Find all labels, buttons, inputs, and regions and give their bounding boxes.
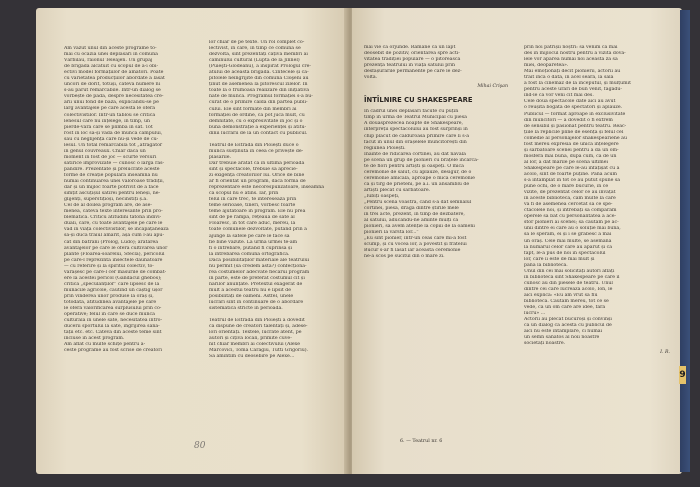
text-line: critica „speculanților” care lipsesc de la <box>64 281 160 287</box>
text-line: ar fi orientat un program, dacă forma de <box>209 179 306 185</box>
text-line: dezvoltă, sînt prezentați câțiva membri ai <box>209 52 308 58</box>
text-line: timp în urmă de Teatrul Municipal cu piesa <box>364 115 467 121</box>
text-line: Cele două spectacole date aici au avut <box>524 99 616 105</box>
text-line: că scopul nu e atins. Iar, prin <box>209 191 279 197</box>
text-line: Înainte de ridicarea cortinei, au dat năvală <box>364 151 466 157</box>
text-line: moment în fost de joc — scurte versuri <box>64 154 157 160</box>
text-line: A douăsprezecea noapte de Shakespeare, <box>364 121 464 127</box>
text-line: de brigadă alcătuit cu scopul de a-i obi- <box>64 64 159 70</box>
text-line: ceremonie de salut, cu aplauze, desigur, de o <box>364 169 472 175</box>
text-line: vizite, de prezentat celor ce au învățat <box>524 190 616 196</box>
right-page <box>352 8 682 474</box>
text-line: totodată, atitudinea avantajele pe care <box>64 299 157 305</box>
text-line: s-a întâmplat în tot ce au putut spune să <box>524 178 621 184</box>
text-line: nu permit (să credem asta?) confecționa- <box>209 263 307 269</box>
text-line: lor chiar de pe texte. Un rol complet co- <box>209 40 305 45</box>
text-line: nit chiar membri ai colectivului (Alexe <box>209 342 301 348</box>
text-line: duali, care, cu toate avantajele pe care le <box>64 221 163 227</box>
text-line: un semn sănătos al noii noastre <box>524 335 600 341</box>
text-line: bună demonstrație a experienței și atitu- <box>209 124 307 130</box>
text-line: toate la o frumoasă realizare din inițiativa <box>209 88 310 94</box>
text-line: unii dintre ei care au o soluție mai bună, <box>524 226 621 232</box>
text-line: biblioteca. Căutam mereu, tot ce se <box>524 298 609 304</box>
section-tab: 9 <box>679 366 686 384</box>
text-line: lele vor apărea numai noi această ză să <box>524 57 618 63</box>
text-line: al satului, aducându-ne aminte mulți ca <box>364 218 459 224</box>
text-line: vede, ca un om care are idee, fără <box>524 305 606 311</box>
text-line: pionieri, să avem atenție la copiii de la oameni <box>364 224 475 230</box>
text-line: ținut de asemenea la pitorescul zilelor. În <box>209 82 308 88</box>
text-line: voltă. <box>364 75 378 81</box>
text-line: zi exigența creatorilor lui. Orice de bine <box>209 173 305 179</box>
left-page-column-2 <box>209 40 343 360</box>
text-line: în aceste biblioteca, cam multe la care <box>524 196 616 202</box>
text-line: simțit ascuțișul satirei pentru leneși, ne- <box>64 191 161 197</box>
text-line: Dar trebuie arătat că în ultima perioadă <box>209 160 305 166</box>
text-line: narilor anunțate. Pretextul exagerat de <box>209 281 303 287</box>
text-line: pierde-vară care se plimbă în sat. Tot <box>64 124 153 130</box>
text-line: deosebit de pozitiv, orientarea spre acti- <box>364 51 460 57</box>
text-line: făcut în unul din orășelele muncitorești din <box>364 139 467 145</box>
text-line: fost mereu expresia de unică înțelegere <box>524 141 619 147</box>
text-line: acolo, sînt de foarte puține. Până acum <box>524 171 617 177</box>
text-line: și sărbătoare scenei pentru a da un om- <box>524 147 619 153</box>
text-line: să le sperăm, ei și i se grăbesc a mai <box>524 232 612 238</box>
text-line: s-au părut remarcabile. Într-un dialog se <box>64 88 161 94</box>
text-line: Shakespeare pe care le-au înfățișat cu a <box>524 165 620 171</box>
text-line: avantajelor pe care le oferă cultivarea unor <box>64 245 168 251</box>
text-line: aici nu este întâmplare, ci numai <box>524 329 603 335</box>
text-line: atului de aceasta brigadă. Cîntecele și ca- <box>209 70 309 76</box>
text-line: munacile agricole, căutînd un câștig ușor <box>64 287 163 293</box>
text-line: operative; felul în care se duce munca <box>64 312 155 318</box>
text-line: lenesul care nu înțelege, în timp, un <box>64 118 150 124</box>
article-body-column-1 <box>364 109 508 260</box>
text-line: te de flori pentru artiști și oaspeți. O mică <box>364 163 464 169</box>
text-line: pionieri la vârsta lor...” <box>364 230 419 236</box>
text-line: la numărul celor care au apărut și că <box>524 244 613 250</box>
text-line: trăit încă o dată, în acel seară, la sala <box>524 75 614 81</box>
text-line: fie bine văzute. La urma urmei te-am <box>209 239 298 245</box>
text-line: vitatea tradiției populare — o pitorească <box>364 57 461 63</box>
text-line: prezență teatrului în viața satului prin <box>364 63 456 69</box>
text-line: țiile la replicile pline de esență și felul cel <box>524 129 624 135</box>
text-line: „Iubiți oaspeți, <box>364 193 400 199</box>
text-line: ării unui fond de bază, explicându-se pe <box>64 100 159 106</box>
text-line: ducerii sportului la sate, îngrijirea sănă- <box>64 324 160 330</box>
text-line: mosfera mai bună, după cum, ca de un <box>524 153 617 159</box>
text-line: le oferă valorificarea surplusului prin co- <box>64 306 162 312</box>
text-line: vorbește de pădă, despre necesitatea cre- <box>64 94 164 100</box>
text-line: sistematică stricte în perioada. <box>209 306 283 312</box>
text-line: regiunea Ploiești. <box>364 145 406 151</box>
text-line: sau cu neglijență care nu-și vede de cu- <box>64 136 159 142</box>
text-line: colectivistilor. Într-un tablou se critică <box>64 112 156 118</box>
text-line: un oraș. Cele mai multe, se asemănă <box>524 238 612 244</box>
text-line: Actorii au plecat bucuroși și convinși <box>524 317 612 323</box>
text-line: teme ajutătoare în program. Ele nu prea <box>209 209 306 215</box>
text-line: Floaresc, în tot care aduc, mereu, la <box>209 221 296 227</box>
text-line: Marcovici, Toma Caragiu, Tutti Grigoriu). <box>209 348 309 354</box>
text-line: desfășurările permanente pe care le dez- <box>364 69 462 75</box>
previous-article-ending <box>364 45 508 81</box>
text-line: felul în care trec, te interesează prin <box>209 197 297 203</box>
text-line: lucru» ... <box>524 311 546 317</box>
text-line: incluse în acest program. <box>64 336 125 342</box>
author-signature-2: I. R. <box>660 350 670 356</box>
right-page-column-1 <box>364 45 508 261</box>
text-line: dinii lucrării de la un contact cu publicul. <box>209 130 308 136</box>
text-line: în genul couvreaux. Chiar dacă un <box>64 148 146 154</box>
text-line: în trei acte, prezent, în timp de dezbatere, <box>364 212 465 218</box>
text-line: pândire. Prezentate și prelucrate aceste <box>64 166 160 172</box>
text-line: larg avantajele pe care acesta le oferă <box>64 106 156 112</box>
text-line: de sensibil și pasionat pentru teatru. Reac- <box>524 123 627 129</box>
text-line: toate comunele dezvoltate, putând prin a <box>209 227 307 233</box>
text-line: Teatrul de Estradă din Ploiești duce o <box>209 142 299 148</box>
page-footer: 6. — Teatrul nr. 6 <box>400 439 443 444</box>
text-line: posibilități de oameni. Astfel, unele <box>209 293 294 299</box>
text-line: Mai emoționați decît pionierii, actorii au <box>524 69 621 75</box>
text-line: lucrări sînt în continuare de o abordare <box>209 300 304 306</box>
text-line: în biblioteca sînt Shakespeare pe care îl <box>524 274 620 280</box>
text-line: cu varietatea producțiilor abordate a lăsat <box>64 76 165 82</box>
text-line: forme de creație populară înseamnă nu <box>64 172 158 178</box>
text-line: vărășesc pe care-l cer măsurile de combat- <box>64 269 167 275</box>
text-line: demnitate, cu o expresivitate în joc și o <box>209 118 303 124</box>
text-line: în parte, este de preferat costumul cît și <box>209 275 305 281</box>
text-line: miei, deoparetea». <box>524 63 569 69</box>
text-line: societăți noastre. <box>524 341 566 347</box>
text-line: va fi de asemenea cercetat să ce spe- <box>524 202 613 208</box>
text-line: a fost la cinemaz de la începutul, și mulțumit <box>524 81 631 87</box>
text-line: Publicul — format aproape în exclusivitate <box>524 111 626 117</box>
text-line: Cel de al doilea program are, de ase- <box>64 203 152 209</box>
text-line: des în mijlocul nostru pentru a vizita dova- <box>524 51 626 57</box>
text-line: din muncitori — a dovedit o fi extrem <box>524 117 613 123</box>
text-line: lor, care îi este de mai mult și <box>524 256 595 262</box>
text-line: ceremonie amicală, aproape o mică ceremonie <box>364 175 475 181</box>
text-line: nate de muncă. Programul formației s-a bu- <box>209 94 313 100</box>
text-line: pitolele neîngrijite din comuna Cloşeni au <box>209 76 309 82</box>
text-line: dar și un mijloc foarte potrivit de a face <box>64 185 159 191</box>
text-line: cului. Ele sînt formate din membri ai <box>209 106 297 112</box>
text-line: reprezentare este necorespunzătoare, înseamnă <box>209 185 325 191</box>
text-line: formației de ordine, că pot juca mult, cu <box>209 112 305 118</box>
text-line: lori orientați. Textele, lucrate atent, pe <box>209 330 302 336</box>
text-line: pe care-l reprezintă insectele dăunătoare <box>64 257 163 263</box>
text-line: cunosc au din piesele de teatru. Unul <box>524 280 613 286</box>
text-line: dintre cei care lucrează acolo, Ion, le <box>524 286 613 292</box>
text-line: văd în viața colectivistilor, se încăpățânează <box>64 227 169 233</box>
article-body-column-2 <box>524 45 670 347</box>
text-line: al lor, a dat marile pe scena ultimei <box>524 159 608 165</box>
binding-edge <box>680 10 690 472</box>
text-line: interpreții spectacolului au fost surprinși în <box>364 127 468 133</box>
text-line: ca și tîrg de prieteni, pe a.i. un ansamblu de <box>364 181 470 187</box>
left-page-column-1 <box>64 46 198 354</box>
text-line: sînt de pe rampă, rețeaua de sate al <box>209 215 295 221</box>
text-line: teme serioase, tineri, vorbesc foarte <box>209 203 296 209</box>
text-line: prin vinderea unor produse la oraș și, <box>64 293 154 299</box>
text-line: prin noi pătrișii noștri: să venim ca mai <box>524 45 618 50</box>
text-line: căminului cultural (Lupta de la Jinnel) <box>209 58 300 64</box>
right-page-column-2 <box>524 45 670 356</box>
text-line: sînt și spectacole, trebuie să aprecie- <box>209 166 298 172</box>
text-line: ceste programe au fost scrise de creatori <box>64 348 162 354</box>
text-line: stor pionieri ai scenei; să căutăm pe ac- <box>524 220 619 226</box>
text-line: blematică. Criticu atitudini tatonă indivi- <box>64 215 162 221</box>
text-line: fi o întrebare, putând fi cuprinsă și <box>209 245 292 251</box>
text-line: glijenți, superstițioși, necinstiți ș.a. <box>64 197 148 203</box>
text-line: Dacă posibilităților materiale ale teatrului <box>209 257 310 263</box>
text-line: Bucur s-ar fi lăsat iar această ceremonie <box>364 248 461 254</box>
text-line: la întrebarea comună ortografică. <box>209 251 290 257</box>
text-line: — cu referire și la spiritul colectiv, to- <box>64 263 154 269</box>
text-line: ectivi model formațiilor de amatori. Poate <box>64 70 164 76</box>
text-line: cat din bătrâni (Prolog, Ludo); arătarea <box>64 239 159 245</box>
text-line: satirice improvizate — cunosc o largă răs- <box>64 160 165 166</box>
text-line: ajunge la satele pe care le face să <box>209 233 290 239</box>
text-line: ere la acestei pericol (Gândacul ghebos); <box>64 275 162 281</box>
text-line: comedie al personajelor shakespeariene au <box>524 135 627 141</box>
text-line: tății etc. etc. Câteva din aceste teme sînt <box>64 330 162 336</box>
text-line: pentru aceste urări de bun venit, făgădu- <box>524 87 622 93</box>
text-line: ctacolele noi, și întrebați să comparăm <box>524 208 617 214</box>
text-line: ne-a scos pe sucitul din o mare zi. <box>364 254 445 260</box>
text-line: mai cu ocazia unei deplasări în comuna <box>64 52 158 58</box>
text-line: aici explica: «Eu am vrut să fiu <box>524 292 598 298</box>
text-line: culturală în unele sate, necesitatea intro- <box>64 318 163 324</box>
text-line: Unul din cei mai solicitați autori aflați <box>524 268 615 274</box>
text-line: pune ochi, de o mare bucurie, în ce <box>524 184 609 190</box>
text-line: că un dialog ca acesta cu publicul de <box>524 323 612 329</box>
text-line: numai continuarea unei valoroase tradiții, <box>64 179 165 185</box>
text-line: menea, câteva texte interesante prin pro- <box>64 209 163 215</box>
article-heading: ÎNTÎLNIRE CU SHAKESPEARE <box>364 96 473 105</box>
text-line: mult a acestui teatru nu e lipsit de <box>209 287 292 293</box>
text-line: operele să bat cu personalitatea a ace- <box>524 214 617 220</box>
author-signature-1: Mihai Crişan <box>477 84 508 90</box>
text-line: lesul. Un total remarcabilă tot „atrăgător <box>64 142 163 148</box>
text-line: Să amintim cu deosebire pe Alexe... <box>209 354 295 360</box>
text-line: scump, și cu vocea lor, a povestit și fratelui <box>364 242 467 248</box>
text-line: autori și cîțiva locali, primite cuve- <box>209 336 292 342</box>
text-line: pe scenă un grup de pionieri cu brațele încărca- <box>364 157 479 163</box>
text-line: să-și ducă traiul amărît, așa cum l-au apu- <box>64 233 165 239</box>
text-line: curat de o primire caldă din partea publi- <box>209 100 308 106</box>
text-line: Teatrul de Estradă din Ploiești a dovedit <box>209 318 305 324</box>
text-line: rea costumelor adecvate fiecărui program <box>209 269 310 275</box>
text-line: rost în loc să-și vadă de munca câmpului, <box>64 130 163 136</box>
text-line: o reușită bogată de spectatori și aplauze. <box>524 105 623 111</box>
text-line: plasările. <box>209 154 231 160</box>
text-line: Vărbilău, raionul Teleajen. Un grupaj <box>64 58 153 64</box>
text-line: Am văzut unul din aceste programe to- <box>64 46 157 51</box>
text-line: „Eu sînt pionier, într-un ceas care mi-a fost <box>364 236 467 242</box>
text-line: cortinei, piesa, dragă dintre știrile mele <box>364 206 459 212</box>
text-line: muncă susținută în ceea ce privește de- <box>209 148 304 154</box>
page-number: 80 <box>194 441 206 451</box>
text-line: „Pentru scena voastră, când s-a dat semnalul <box>364 200 472 206</box>
text-line: plante (Floarea-soarelui, Sfecla), pericolul <box>64 251 165 257</box>
left-page <box>36 8 348 474</box>
text-line: mai vie ca orjunde. Rămâne ca un lapt <box>364 45 456 50</box>
text-line: ind-le că vor veni cît mai des. <box>524 93 594 99</box>
text-line: până la bibliotecă. <box>524 262 568 268</box>
text-line: chip plăcut de călduroasa primire care li s-a <box>364 133 470 139</box>
text-line: În cadrul unei deplasări făcute cu puțin <box>364 109 459 115</box>
text-line: fapt, le-a pus de noi în spectacolul <box>524 250 606 256</box>
text-line: că dispune de creatori talentați și, adese- <box>209 324 308 330</box>
text-line: artiști plecat cu sărbătoare. <box>364 187 431 193</box>
text-line: uncori de dorit, totuși, câteva numere ni <box>64 82 161 88</box>
text-line: Am aflat cu multe schițe pentru a- <box>64 342 146 348</box>
text-line: (Puieşti-Glodeanu), a inspirat Prologul cre- <box>209 64 312 70</box>
text-line: lectivist, în care, în timp ce comuna se <box>209 46 301 52</box>
